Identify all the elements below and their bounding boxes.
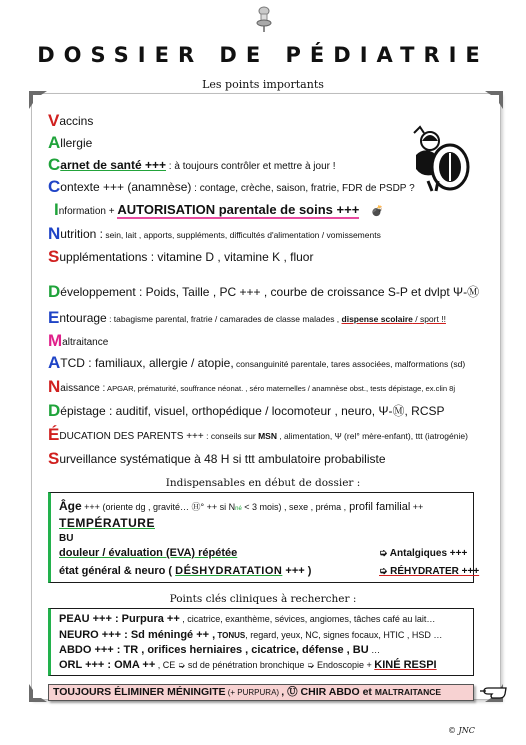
box-line-bu: BU (59, 533, 74, 544)
nutrition-note: sein, lait , apports, suppléments, difficultés d'alimentation / vomissements (102, 230, 381, 240)
corner-top-right-icon (485, 91, 503, 109)
box-line-abdo (59, 644, 380, 656)
row-allergie (48, 134, 92, 151)
naissance-note: APGAR, prématurité, souffrance néonat. , séro maternelles / anamnèse obst., tests dépistage, ex.clin 8j (105, 384, 456, 393)
corner-top-left-icon (29, 91, 47, 109)
age-ne: né (235, 506, 242, 512)
box-line-temperature (59, 516, 155, 530)
age-text-2: < 3 mois) , sexe , préma , (241, 502, 347, 512)
copyright: © JNC (448, 726, 475, 735)
initial-m: M (48, 331, 63, 350)
initial-a2: A (48, 353, 61, 372)
banner-maltraitance: MALTRAITANCE (374, 687, 442, 697)
initial-i: I (54, 200, 59, 219)
atcd-note: consanguinité parentale, tares associées, malformations (sd) (233, 359, 466, 369)
rehydrater-label (379, 566, 479, 577)
section-heading-points-cles: Points clés cliniques à rechercher : (169, 593, 357, 605)
box-line-peau (59, 613, 435, 625)
box-line-neuro (59, 629, 442, 641)
page-subtitle: Les points importants (202, 78, 324, 91)
surveillance-label: urveillance systématique à 48 H si ttt ambulatoire probabiliste (59, 452, 386, 466)
etat-tail: +++ ) (282, 565, 312, 577)
profil-familial: profil familial (346, 501, 411, 513)
initial-a: A (48, 133, 61, 152)
initial-e2: É (48, 425, 60, 444)
box-line-orl (59, 659, 437, 671)
initial-n: N (48, 224, 61, 243)
etat-label: état général & neuro ( (59, 565, 176, 577)
peau-label: PEAU +++ : Purpura ++ (59, 613, 180, 625)
deshydratation-label: DÉSHYDRATATION (175, 565, 283, 577)
row-maltraitance (48, 332, 108, 349)
allergie-label: llergie (60, 136, 93, 150)
peau-note: , cicatrice, exanthème, sévices, angiomes, tâches café au lait… (179, 614, 436, 624)
age-tail: ++ (410, 502, 424, 512)
age-text: +++ (oriente dg , gravité… Ⓗ° ++ si N (81, 502, 236, 512)
msn-label: MSN (258, 431, 277, 441)
temperature-label: TEMPÉRATURE (59, 516, 155, 530)
initial-v: V (48, 111, 60, 130)
initial-s: S (48, 247, 60, 266)
row-surveillance (48, 450, 386, 467)
points-cles-box (48, 608, 474, 676)
naissance-label: aissance : (60, 383, 106, 394)
banner-chir-abdo: , Ⓤ CHIR ABDO et (281, 686, 375, 698)
warning-banner (48, 684, 474, 701)
initial-e: E (48, 308, 60, 327)
box-line-age (59, 499, 423, 513)
rehydrater-text: ➭ RÉHYDRATER +++ (379, 566, 480, 577)
row-atcd (48, 354, 465, 371)
atcd-label: TCD : familiaux, allergie / atopie, (60, 356, 234, 370)
abdo-label: ABDO +++ : TR , orifices herniaires , cicatrice, défense , BU (59, 644, 369, 656)
section-heading-indispensables: Indispensables en début de dossier : (165, 477, 361, 489)
banner-meningite: TOUJOURS ÉLIMINER MÉNINGITE (53, 686, 226, 698)
entourage-note: : tabagisme parental, fratrie / camarades de classe malades , (106, 314, 342, 324)
page-title: DOSSIER DE PÉDIATRIE (37, 43, 489, 67)
box-line-douleur (59, 547, 237, 559)
education-note: : conseils sur (203, 431, 259, 441)
carnet-note: : à toujours contrôler et mettre à jour ! (166, 161, 336, 172)
vaccins-label: accins (59, 114, 94, 128)
banner-purpura: (+ PURPURA) (225, 688, 282, 697)
initial-d: D (48, 282, 61, 301)
supplementations-label: upplémentations : vitamine D , vitamine K , fluor (59, 250, 314, 264)
carnet-label: arnet de santé +++ (60, 158, 167, 172)
dispense-label: dispense scolaire (341, 314, 413, 324)
row-depistage (48, 402, 445, 419)
knight-emblem-icon (410, 125, 472, 193)
initial-d2: D (48, 401, 61, 420)
nutrition-label: utrition : (60, 227, 103, 241)
information-label: nformation + (58, 206, 118, 217)
corner-bottom-left-icon (29, 684, 47, 702)
initial-c2: C (48, 177, 61, 196)
row-nutrition (48, 225, 381, 242)
row-carnet (48, 156, 336, 173)
initial-n2: N (48, 377, 61, 396)
entourage-tail: / sport !! (412, 314, 446, 324)
contexte-label: ontexte +++ (anamnèse) (60, 180, 192, 194)
education-label: DUCATION DES PARENTS +++ (59, 431, 204, 442)
initial-c: C (48, 155, 61, 174)
antalgiques-label: ➭ Antalgiques +++ (379, 548, 468, 559)
row-naissance (48, 378, 455, 395)
row-vaccins (48, 112, 93, 129)
age-label: Âge (59, 499, 82, 513)
developpement-label: éveloppement : Poids, Taille , PC +++ , courbe de croissance S-P et dvlpt Ψ-Ⓜ (60, 285, 480, 299)
orl-note: , CE ➭ sd de pénétration bronchique ➭ Endoscopie + (155, 660, 375, 670)
neuro-label: NEURO +++ : Sd méningé ++ , (59, 629, 216, 641)
tonus-label: TONUS (215, 631, 246, 640)
depistage-label: épistage : auditif, visuel, orthopédique / locomoteur , neuro, Ψ-Ⓜ, RCSP (60, 404, 445, 418)
pushpin-icon (256, 6, 272, 32)
row-information (48, 201, 384, 218)
douleur-label: douleur / évaluation (EVA) répétée (59, 547, 238, 559)
bomb-icon: 💣 (371, 206, 384, 217)
row-supplementations (48, 248, 313, 265)
contexte-note: : contage, crèche, saison, fratrie, FDR de PSDP ? (191, 183, 415, 194)
neuro-note: , regard, yeux, NC, signes focaux, HTIC , HSD … (245, 630, 443, 640)
pointing-hand-icon (478, 682, 508, 702)
indispensables-box (48, 492, 480, 583)
orl-label: ORL +++ : OMA ++ (59, 659, 156, 671)
row-developpement (48, 283, 479, 300)
education-tail: , alimentation, Ψ (rel° mère-enfant), ttt (iatrogénie) (276, 431, 468, 441)
entourage-label: ntourage (59, 311, 107, 325)
box-line-etat (59, 565, 311, 577)
abdo-tail: … (368, 645, 381, 655)
row-contexte (48, 178, 415, 195)
row-education (48, 426, 468, 443)
initial-s2: S (48, 449, 60, 468)
row-entourage (48, 309, 446, 326)
autorisation-label: AUTORISATION parentale de soins +++ (117, 202, 360, 217)
kine-label: KINÉ RESPI (374, 659, 437, 671)
maltraitance-label: altraitance (62, 337, 109, 348)
